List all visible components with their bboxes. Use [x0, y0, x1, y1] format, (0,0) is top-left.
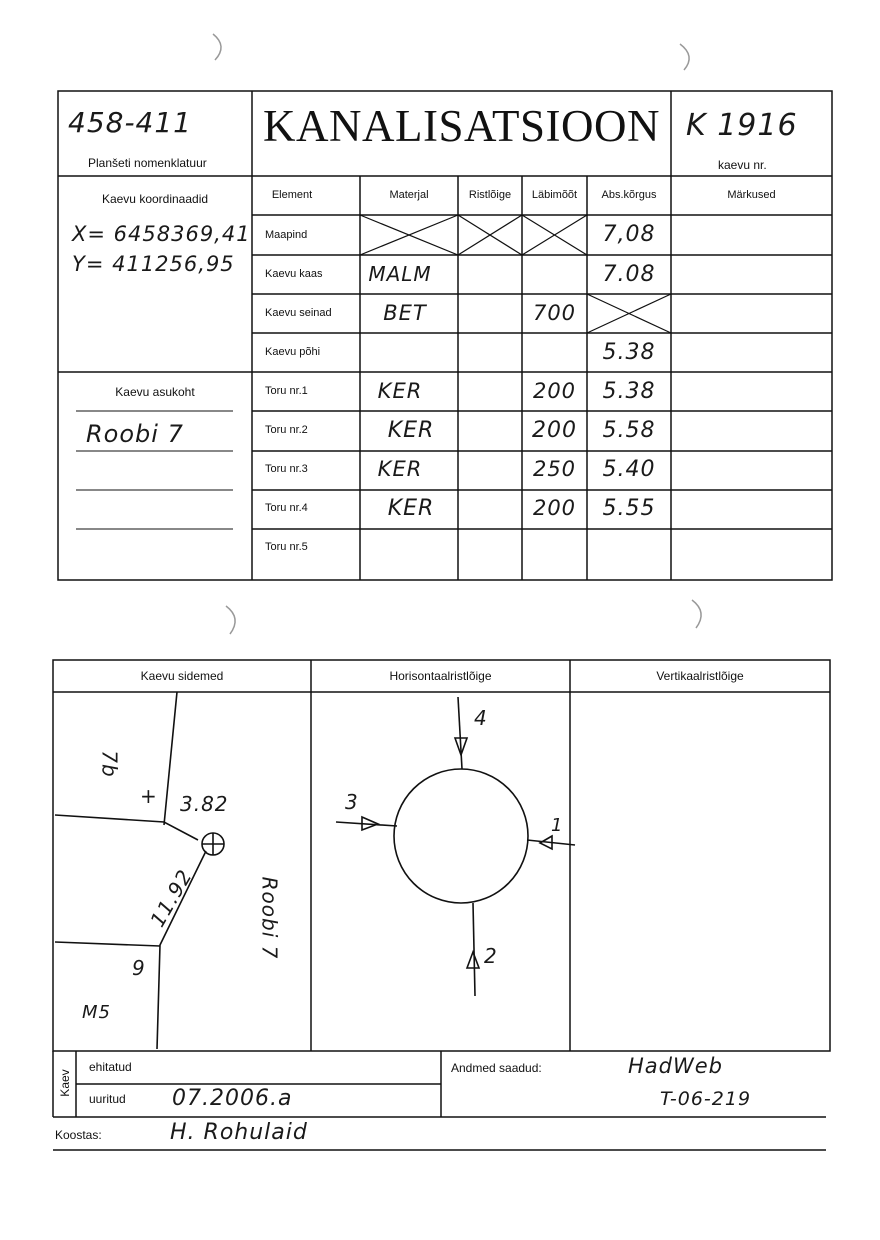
sketch-label-plus: + — [140, 784, 158, 808]
cell-diameter: 200 — [532, 379, 577, 403]
cell-abs-height: 5.38 — [602, 340, 656, 365]
cell-abs-height: 5.58 — [602, 418, 656, 443]
well-number-label: kaevu nr. — [718, 158, 767, 172]
sketch-label-9: 9 — [132, 956, 146, 980]
pipe-label-3: 3 — [345, 790, 359, 814]
row-element-toru1: Toru nr.1 — [265, 385, 308, 397]
col-header-diameter: Läbimõõt — [531, 189, 578, 201]
cell-abs-height: 5.40 — [602, 457, 656, 482]
cell-material: KER — [387, 418, 435, 443]
sketch-dist-diag: 11.92 — [145, 865, 198, 931]
col-header-material: Materjal — [389, 189, 429, 201]
col-label-vertical: Vertikaalristlõige — [656, 669, 744, 683]
cell-diameter: 700 — [532, 301, 577, 325]
row-element-toru5: Toru nr.5 — [265, 541, 308, 553]
col-header-abs-height: Abs.kõrgus — [601, 189, 657, 201]
footer-compiled-label: Koostas: — [55, 1128, 102, 1142]
row-element-pohi: Kaevu põhi — [265, 346, 321, 358]
location-label: Kaevu asukoht — [115, 385, 195, 399]
footer-renewed-label: uuritud — [89, 1092, 126, 1106]
row-element-toru3: Toru nr.3 — [265, 463, 308, 475]
pipe-label-4: 4 — [474, 706, 488, 730]
col-label-connections: Kaevu sidemed — [140, 669, 224, 683]
sketch-dist-top: 3.82 — [180, 792, 229, 816]
row-element-maapind: Maapind — [265, 229, 308, 241]
cell-material: MALM — [368, 262, 432, 286]
row-element-toru2: Toru nr.2 — [265, 424, 308, 436]
cell-material: KER — [377, 379, 423, 403]
location-value: Roobi 7 — [86, 420, 184, 448]
coordinate-x: X= 6458369,41 — [72, 222, 251, 246]
plansheet-value: 458-411 — [68, 106, 192, 139]
row-element-toru4: Toru nr.4 — [265, 502, 308, 514]
col-header-element: Element — [271, 189, 313, 201]
well-number: K 1916 — [686, 108, 798, 143]
coordinate-y: Y= 411256,95 — [72, 252, 235, 276]
footer-data-code: T-06-219 — [660, 1088, 752, 1110]
footer-compiled-value: H. Rohulaid — [170, 1120, 308, 1145]
footer-renewed-value: 07.2006.a — [172, 1086, 293, 1111]
footer-built-label: ehitatud — [89, 1060, 132, 1074]
footer-data-label: Andmed saadud: — [451, 1061, 542, 1075]
row-element-seinad: Kaevu seinad — [265, 307, 332, 319]
cell-abs-height: 7,08 — [602, 222, 656, 247]
page-title: KANALISATSIOON — [263, 101, 660, 151]
sketch-label-7b: 7b — [97, 750, 122, 778]
cell-abs-height: 5.55 — [602, 496, 656, 521]
cell-diameter: 200 — [532, 496, 577, 520]
coordinates-label: Kaevu koordinaadid — [101, 192, 209, 206]
col-label-horizontal: Horisontaalristlõige — [389, 669, 492, 683]
row-element-kaas: Kaevu kaas — [265, 268, 323, 280]
sketch-street: Roobi 7 — [257, 876, 282, 960]
col-header-notes: Märkused — [727, 189, 776, 201]
cell-material: KER — [377, 457, 423, 481]
cell-material: KER — [387, 496, 435, 521]
sketch-label-m5: M5 — [82, 1002, 111, 1023]
cell-diameter: 250 — [532, 457, 577, 481]
cell-abs-height: 7.08 — [602, 262, 656, 287]
plansheet-label: Planšeti nomenklatuur — [88, 156, 207, 170]
cell-diameter: 200 — [532, 418, 577, 443]
footer-side-label: Kaev — [58, 1069, 72, 1097]
footer-data-signature: HadWeb — [628, 1054, 724, 1078]
col-header-cross-section: Ristlõige — [468, 189, 512, 201]
pipe-label-2: 2 — [484, 944, 498, 968]
cell-material: BET — [383, 301, 427, 325]
cell-abs-height: 5.38 — [602, 379, 656, 404]
pipe-label-1: 1 — [551, 815, 564, 836]
